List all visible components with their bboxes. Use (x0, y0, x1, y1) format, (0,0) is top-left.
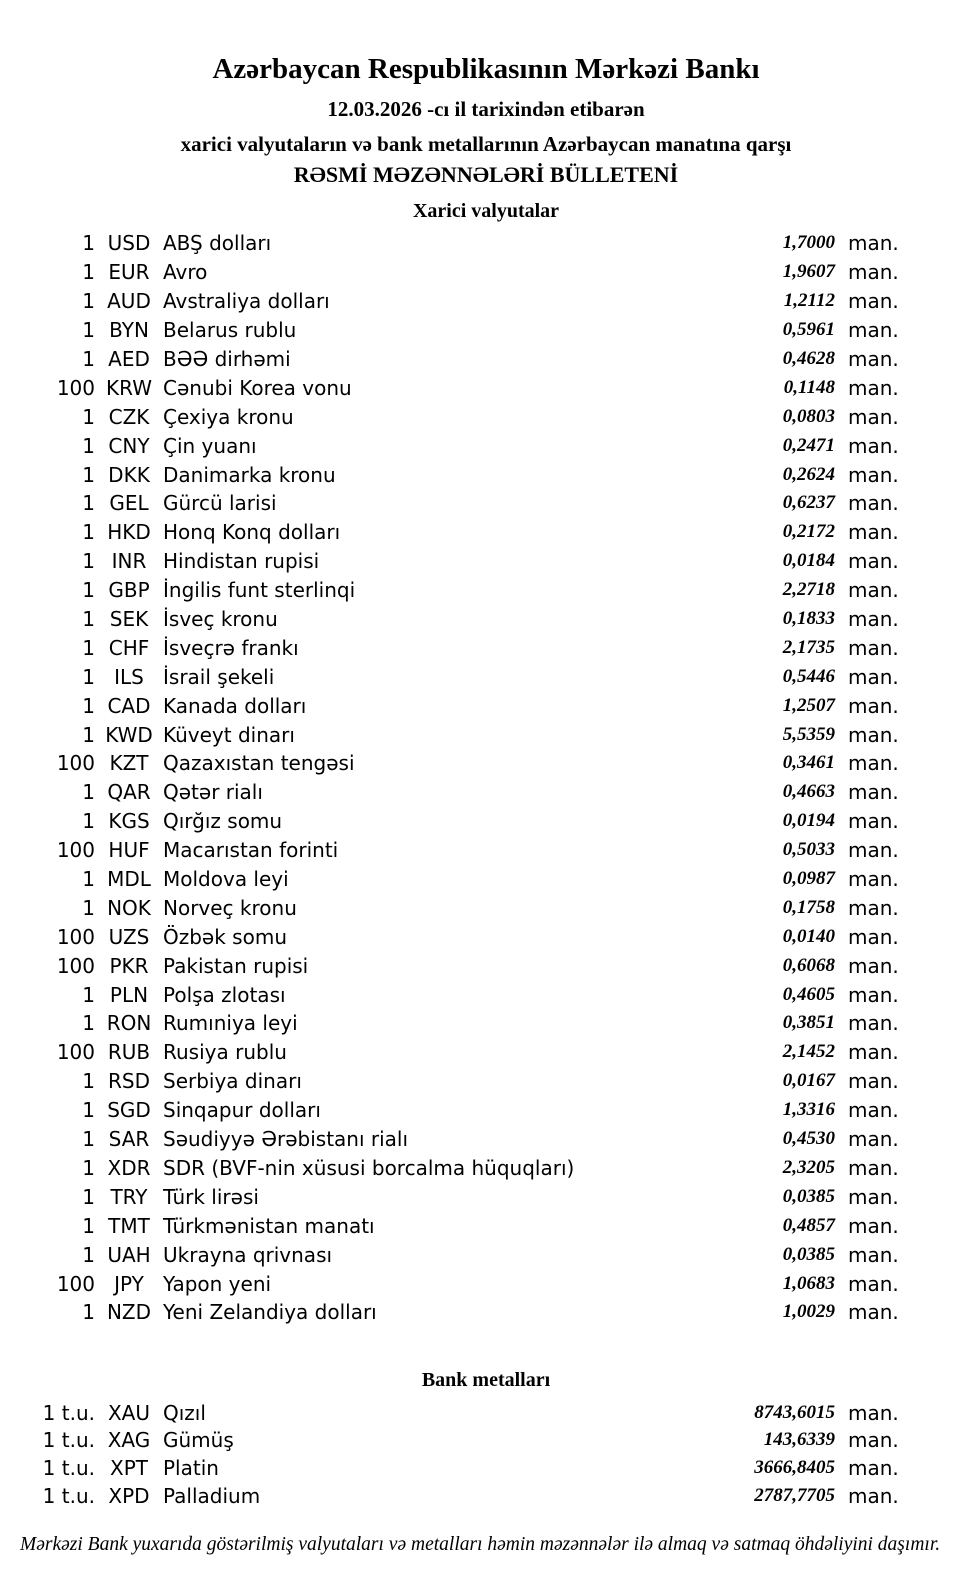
table-row (0, 1482, 972, 1510)
currency-code-cell: XAU (107, 1400, 151, 1425)
currency-code-cell: USD (107, 231, 151, 256)
unit-cell: man. (848, 607, 899, 632)
unit-cell: man. (848, 635, 899, 660)
currency-code-cell: DKK (108, 462, 150, 487)
table-row (0, 865, 972, 894)
unit-cell: man. (848, 780, 899, 805)
currency-code-cell: SAR (108, 1127, 150, 1152)
unit-cell: man. (848, 1455, 899, 1480)
currency-name-cell: Macarıstan forinti (163, 838, 339, 863)
rate-cell: 0,1148 (783, 376, 835, 398)
quantity-cell: 1 (82, 635, 95, 660)
currency-name-cell: Honq Konq dolları (163, 520, 341, 545)
unit-cell: man. (848, 433, 899, 458)
rate-cell: 1,0029 (782, 1301, 835, 1323)
rate-cell: 2,3205 (782, 1156, 835, 1178)
quantity-cell: 1 (82, 664, 95, 689)
rate-cell: 0,4628 (782, 348, 835, 369)
rate-cell: 0,6237 (782, 492, 835, 514)
currency-code-cell: CAD (107, 693, 151, 718)
quantity-cell: 1 (82, 780, 95, 805)
currency-code-cell: XPT (110, 1455, 148, 1480)
currency-name-cell: Avstraliya dolları (163, 289, 330, 314)
currency-code-cell: PLN (109, 982, 149, 1007)
quantity-cell: 1 t.u. (42, 1455, 95, 1480)
quantity-cell: 1 (82, 607, 95, 632)
currency-code-cell: CNY (108, 433, 150, 458)
table-row (0, 720, 972, 749)
rate-cell: 0,5446 (782, 665, 835, 687)
quantity-cell: 1 (82, 982, 95, 1007)
unit-cell: man. (848, 1300, 899, 1325)
unit-cell: man. (848, 1040, 899, 1065)
rate-cell: 2,2718 (782, 579, 835, 601)
rate-cell: 0,0987 (782, 868, 835, 890)
rate-cell: 0,1833 (782, 608, 835, 630)
unit-cell: man. (848, 1155, 899, 1180)
rate-cell: 0,4857 (782, 1214, 835, 1236)
quantity-cell: 1 (82, 404, 95, 429)
currency-code-cell: NOK (107, 895, 151, 920)
metals-section-title: Bank metalları (421, 1369, 551, 1391)
table-row (0, 662, 972, 691)
unit-cell: man. (848, 375, 899, 400)
table-row (0, 316, 972, 345)
currency-name-cell: Qətər rialı (163, 780, 263, 805)
subject-line: xarici valyutaların və bank metallarının Azərbaycan manatına qarşı (180, 132, 792, 156)
currency-name-cell: Rusiya rublu (163, 1040, 287, 1065)
table-row (0, 576, 972, 605)
unit-cell: man. (848, 924, 899, 949)
currency-name-cell: Gürcü larisi (163, 491, 277, 516)
unit-cell: man. (848, 1213, 899, 1238)
quantity-cell: 1 (82, 1069, 95, 1094)
table-row (0, 431, 972, 460)
unit-cell: man. (848, 838, 899, 863)
table-row (0, 460, 972, 489)
currency-name-cell: Moldova leyi (163, 867, 289, 892)
table-row (0, 547, 972, 576)
currency-name-cell: SDR (BVF-nin xüsusi borcalma hüquqları) (163, 1155, 575, 1180)
rate-cell: 3666,8405 (754, 1456, 835, 1478)
currency-code-cell: UAH (107, 1242, 151, 1267)
currency-name-cell: BƏƏ dirhəmi (163, 347, 291, 371)
table-row (0, 633, 972, 662)
quantity-cell: 1 (82, 895, 95, 920)
quantity-cell: 1 t.u. (42, 1400, 95, 1425)
unit-cell: man. (848, 549, 899, 574)
bank-title: Azərbaycan Respublikasının Mərkəzi Bankı (212, 53, 760, 85)
currency-name-cell: Ukrayna qrivnası (163, 1242, 333, 1267)
quantity-cell: 100 (56, 953, 95, 978)
rate-cell: 1,2112 (783, 290, 835, 312)
rate-cell: 0,2172 (782, 521, 835, 543)
quantity-cell: 100 (56, 751, 95, 776)
currency-name-cell: Kanada dolları (163, 693, 307, 718)
currency-code-cell: XDR (107, 1155, 151, 1180)
rate-cell: 0,0385 (782, 1185, 835, 1207)
currency-name-cell: Danimarka kronu (163, 462, 336, 487)
table-row (0, 1454, 972, 1482)
rate-cell: 0,0184 (782, 550, 835, 572)
table-row (0, 287, 972, 316)
quantity-cell: 1 (82, 867, 95, 892)
quantity-cell: 1 (82, 809, 95, 834)
table-row (0, 605, 972, 634)
unit-cell: man. (848, 1098, 899, 1123)
currency-code-cell: BYN (109, 318, 149, 343)
quantity-cell: 1 (82, 578, 95, 603)
rate-cell: 0,4605 (782, 983, 835, 1005)
quantity-cell: 1 (82, 318, 95, 343)
quantity-cell: 1 (82, 347, 95, 371)
unit-cell: man. (848, 982, 899, 1007)
unit-cell: man. (848, 260, 899, 285)
table-row (0, 1427, 972, 1455)
currency-code-cell: AUD (107, 289, 151, 314)
currency-name-cell: Serbiya dinarı (163, 1069, 302, 1094)
currency-name-cell: Hindistan rupisi (163, 549, 320, 574)
unit-cell: man. (848, 1011, 899, 1036)
table-row (0, 489, 972, 518)
unit-cell: man. (848, 693, 899, 718)
currency-code-cell: RON (106, 1011, 152, 1036)
quantity-cell: 1 (82, 693, 95, 718)
unit-cell: man. (848, 1242, 899, 1267)
rate-cell: 0,0167 (782, 1070, 835, 1092)
currency-code-cell: XPD (108, 1483, 150, 1508)
currency-name-cell: Sinqapur dolları (163, 1098, 321, 1123)
rate-cell: 2787,7705 (754, 1484, 835, 1506)
rate-cell: 1,7000 (782, 232, 835, 254)
quantity-cell: 100 (56, 1271, 95, 1296)
table-row (0, 778, 972, 807)
rate-cell: 8743,6015 (754, 1401, 835, 1423)
currency-name-cell: ABŞ dolları (163, 231, 272, 256)
currency-name-cell: Polşa zlotası (163, 982, 286, 1007)
rate-cell: 0,2471 (782, 434, 835, 456)
rate-cell: 2,1452 (782, 1041, 835, 1063)
currency-name-cell: İsveçrə frankı (163, 635, 299, 660)
quantity-cell: 1 (82, 549, 95, 574)
rate-cell: 0,3851 (782, 1012, 835, 1034)
rate-cell: 1,9607 (782, 261, 835, 283)
quantity-cell: 1 (82, 433, 95, 458)
unit-cell: man. (848, 1483, 899, 1508)
rate-cell: 0,4530 (782, 1128, 835, 1150)
quantity-cell: 1 (82, 289, 95, 314)
quantity-cell: 1 t.u. (42, 1428, 95, 1453)
quantity-cell: 1 (82, 1098, 95, 1123)
quantity-cell: 100 (56, 375, 95, 400)
quantity-cell: 1 (82, 1127, 95, 1152)
table-row (0, 1240, 972, 1269)
quantity-cell: 1 (82, 1242, 95, 1267)
quantity-cell: 1 (82, 1011, 95, 1036)
unit-cell: man. (848, 1271, 899, 1296)
unit-cell: man. (848, 867, 899, 892)
currency-code-cell: CZK (108, 404, 150, 429)
table-row (0, 518, 972, 547)
currency-name-cell: Səudiyyə Ərəbistanı rialı (163, 1127, 409, 1152)
quantity-cell: 1 (82, 1300, 95, 1325)
currency-name-cell: Pakistan rupisi (163, 953, 309, 978)
unit-cell: man. (848, 404, 899, 429)
currency-name-cell: Cənubi Korea vonu (163, 375, 352, 400)
table-row (0, 951, 972, 980)
quantity-cell: 1 t.u. (42, 1483, 95, 1508)
rate-cell: 1,3316 (782, 1099, 835, 1121)
currency-name-cell: Avro (163, 260, 208, 285)
table-row (0, 1182, 972, 1211)
unit-cell: man. (848, 809, 899, 834)
currency-code-cell: QAR (107, 780, 151, 805)
currency-name-cell: Norveç kronu (163, 895, 297, 920)
rate-cell: 2,1735 (782, 636, 835, 658)
table-row (0, 836, 972, 865)
unit-cell: man. (848, 1069, 899, 1094)
currency-code-cell: SGD (107, 1098, 151, 1123)
bulletin-title: RƏSMİ MƏZƏNNƏLƏRİ BÜLLETENİ (293, 162, 679, 187)
currency-code-cell: HUF (108, 838, 150, 863)
currency-code-cell: NZD (106, 1300, 152, 1325)
currency-code-cell: GEL (109, 491, 149, 516)
rate-cell: 5,5359 (782, 723, 835, 745)
currency-name-cell: İsrail şekeli (163, 664, 275, 689)
rate-cell: 143,6339 (763, 1429, 835, 1451)
currency-name-cell: Küveyt dinarı (163, 722, 295, 747)
table-row (0, 402, 972, 431)
unit-cell: man. (848, 895, 899, 920)
unit-cell: man. (848, 722, 899, 747)
currency-code-cell: KGS (108, 809, 150, 834)
currency-code-cell: XAG (107, 1428, 151, 1453)
rate-cell: 0,0140 (782, 925, 835, 947)
quantity-cell: 1 (82, 1155, 95, 1180)
table-row (0, 1269, 972, 1298)
currency-code-cell: GBP (108, 578, 150, 603)
rate-cell: 0,1758 (782, 896, 835, 918)
currency-code-cell: RUB (107, 1040, 151, 1065)
unit-cell: man. (848, 1127, 899, 1152)
quantity-cell: 100 (56, 924, 95, 949)
unit-cell: man. (848, 578, 899, 603)
currency-code-cell: PKR (109, 953, 149, 978)
table-row (0, 1038, 972, 1067)
quantity-cell: 1 (82, 462, 95, 487)
unit-cell: man. (848, 664, 899, 689)
rate-cell: 1,0683 (782, 1272, 835, 1294)
currency-code-cell: SEK (109, 607, 149, 632)
table-row (0, 1399, 972, 1427)
currency-code-cell: JPY (114, 1271, 144, 1296)
currency-name-cell: İsveç kronu (163, 607, 278, 632)
table-row (0, 345, 972, 374)
currency-code-cell: AED (108, 347, 150, 371)
currency-code-cell: UZS (108, 924, 150, 949)
currency-code-cell: MDL (107, 867, 151, 892)
unit-cell: man. (848, 318, 899, 343)
currency-name-cell: Rumıniya leyi (163, 1011, 298, 1036)
table-row (0, 922, 972, 951)
currency-code-cell: RSD (108, 1069, 150, 1094)
currency-code-cell: CHF (108, 635, 150, 660)
quantity-cell: 1 (82, 520, 95, 545)
table-row (0, 373, 972, 402)
rate-cell: 0,6068 (782, 954, 835, 976)
table-row (0, 893, 972, 922)
rate-cell: 0,0803 (782, 405, 835, 427)
unit-cell: man. (848, 1428, 899, 1453)
table-row (0, 229, 972, 258)
table-row (0, 1125, 972, 1154)
unit-cell: man. (848, 1184, 899, 1209)
currency-code-cell: INR (111, 549, 147, 574)
currency-name-cell: Platin (163, 1455, 219, 1480)
currency-code-cell: HKD (107, 520, 151, 545)
currency-name-cell: Qazaxıstan tengəsi (163, 751, 355, 776)
unit-cell: man. (848, 462, 899, 487)
rate-cell: 0,5033 (782, 839, 835, 861)
table-row (0, 1298, 972, 1327)
quantity-cell: 1 (82, 231, 95, 256)
table-row (0, 1211, 972, 1240)
currency-name-cell: Belarus rublu (163, 318, 297, 343)
currency-name-cell: Yeni Zelandiya dolları (163, 1300, 377, 1325)
quantity-cell: 100 (56, 1040, 95, 1065)
currency-code-cell: KRW (106, 375, 152, 400)
disclaimer-text: Mərkəzi Bank yuxarıda göstərilmiş valyutaları və metalları həmin məzənnələr ilə almaq və satmaq öhdəliyini daşımır. (20, 1534, 941, 1555)
rate-cell: 0,4663 (782, 781, 835, 803)
rate-cell: 0,2624 (782, 463, 835, 485)
unit-cell: man. (848, 520, 899, 545)
table-row (0, 1154, 972, 1183)
currency-name-cell: Çexiya kronu (163, 404, 294, 429)
unit-cell: man. (848, 491, 899, 516)
currencies-table (0, 229, 972, 1327)
unit-cell: man. (848, 289, 899, 314)
currency-name-cell: Qırğız somu (163, 809, 283, 834)
currency-name-cell: Yapon yeni (163, 1271, 272, 1296)
unit-cell: man. (848, 347, 899, 371)
currency-name-cell: Qızıl (163, 1400, 206, 1425)
table-row (0, 1009, 972, 1038)
table-row (0, 258, 972, 287)
table-row (0, 1067, 972, 1096)
quantity-cell: 1 (82, 722, 95, 747)
currency-name-cell: Türk lirəsi (163, 1184, 259, 1209)
currency-code-cell: ILS (114, 664, 144, 689)
currency-name-cell: Palladium (163, 1483, 261, 1508)
quantity-cell: 1 (82, 260, 95, 285)
rate-cell: 0,0194 (782, 810, 835, 832)
metals-table (0, 1399, 972, 1509)
currency-code-cell: KZT (109, 751, 149, 776)
quantity-cell: 1 (82, 1213, 95, 1238)
table-row (0, 691, 972, 720)
rate-cell: 0,5961 (782, 319, 835, 341)
quantity-cell: 1 (82, 491, 95, 516)
currency-name-cell: Özbək somu (163, 924, 287, 949)
unit-cell: man. (848, 1400, 899, 1425)
currency-code-cell: EUR (108, 260, 150, 285)
quantity-cell: 1 (82, 1184, 95, 1209)
currency-code-cell: TMT (108, 1213, 150, 1238)
currency-code-cell: TRY (110, 1184, 148, 1209)
currency-name-cell: Çin yuanı (163, 433, 257, 458)
rate-cell: 0,0385 (782, 1243, 835, 1265)
table-row (0, 980, 972, 1009)
unit-cell: man. (848, 953, 899, 978)
currency-name-cell: Türkmənistan manatı (163, 1213, 375, 1238)
table-row (0, 807, 972, 836)
currencies-section-title: Xarici valyutalar (412, 200, 560, 222)
rate-cell: 1,2507 (782, 694, 835, 716)
rate-cell: 0,3461 (782, 752, 835, 774)
table-row (0, 1096, 972, 1125)
effective-date-line: 12.03.2026 -cı il tarixindən etibarən (327, 97, 645, 121)
currency-name-cell: İngilis funt sterlinqi (163, 578, 356, 603)
table-row (0, 749, 972, 778)
currency-name-cell: Gümüş (163, 1428, 234, 1453)
quantity-cell: 100 (56, 838, 95, 863)
unit-cell: man. (848, 751, 899, 776)
unit-cell: man. (848, 231, 899, 256)
currency-code-cell: KWD (105, 722, 153, 747)
